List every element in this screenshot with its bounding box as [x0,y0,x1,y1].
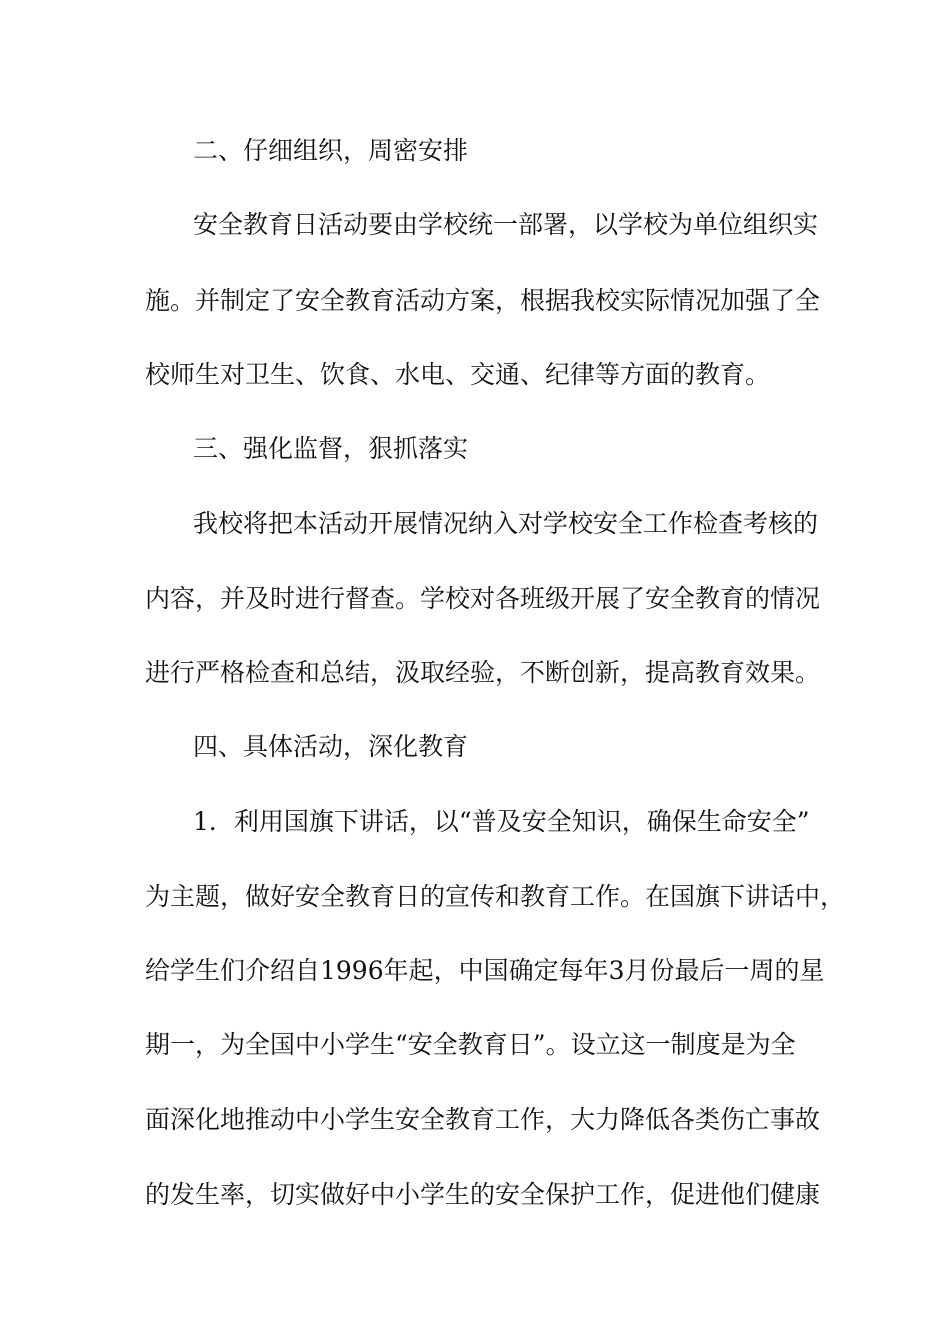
paragraph-line: 进行严格检查和总结，汲取经验，不断创新，提高教育效果。 [145,658,821,687]
section-heading-2: 二、仔细组织，周密安排 [193,136,469,165]
section-heading-4: 四、具体活动，深化教育 [193,732,469,761]
paragraph-line: 安全教育日活动要由学校统一部署，以学校为单位组织实 [193,210,819,239]
paragraph-line: 给学生们介绍自1996年起，中国确定每年3月份最后一周的星 [145,956,825,985]
paragraph-line: 1．利用国旗下讲话，以“普及安全知识，确保生命安全” [193,807,810,836]
paragraph-line: 的发生率，切实做好中小学生的安全保护工作，促进他们健康 [145,1180,821,1209]
paragraph-line: 施。并制定了安全教育活动方案，根据我校实际情况加强了全 [145,286,821,315]
paragraph-line: 面深化地推动中小学生安全教育工作，大力降低各类伤亡事故 [145,1105,821,1134]
paragraph-line: 我校将把本活动开展情况纳入对学校安全工作检查考核的 [193,509,819,538]
paragraph-line: 为主题，做好安全教育日的宣传和教育工作。在国旗下讲话中， [145,882,846,911]
paragraph-line: 期一，为全国中小学生“安全教育日”。设立这一制度是为全 [145,1030,796,1059]
paragraph-line: 校师生对卫生、饮食、水电、交通、纪律等方面的教育。 [145,360,771,389]
paragraph-line: 内容，并及时进行督查。学校对各班级开展了安全教育的情况 [145,584,821,613]
section-heading-3: 三、强化监督，狠抓落实 [193,434,469,463]
